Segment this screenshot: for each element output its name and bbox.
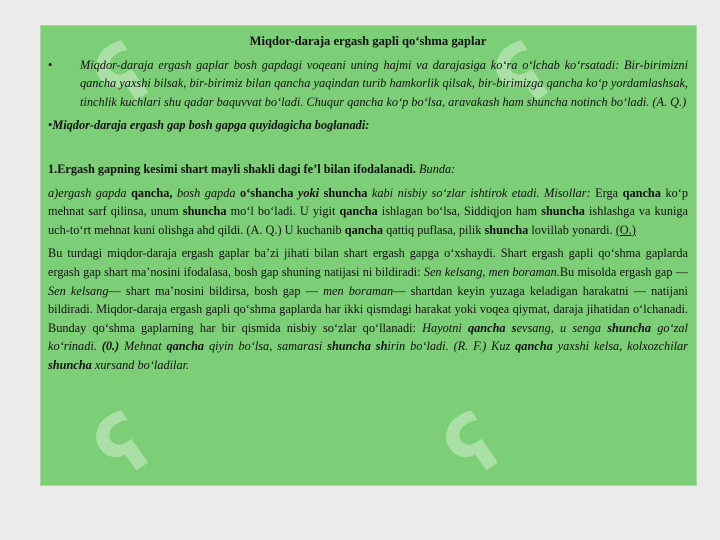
connection-text: Miqdor-daraja ergash gap bosh gapga quyidagicha boglanadi:: [52, 118, 370, 133]
text-run: Bu turdagi miqdor-daraja ergash gaplar ba’zi jihati bilan shart ergash gapga o‘xshaydi. Shart ergash gapli qo‘shma gaplarda ergash gap shart ma’nosini ifodalasa, bosh gap shuning natijasi ni bildiradi:: [48, 246, 688, 279]
slide-content: [48, 32, 688, 380]
keyword: o‘shancha: [240, 185, 294, 200]
keyword: (0.): [101, 339, 120, 354]
bullet: •: [48, 57, 53, 72]
example-text: evsang, u senga: [516, 320, 608, 335]
example-text: Sen kelsang, men boraman.: [423, 264, 560, 279]
keyword: shuncha: [182, 204, 227, 219]
keyword: shuncha: [484, 222, 529, 237]
paragraph-definition: [48, 56, 688, 112]
text-run: Bu misolda ergash gap —: [559, 264, 688, 279]
keyword: yoki: [297, 185, 320, 200]
example-text: yaxshi kelsa, kolxozchilar: [552, 339, 688, 354]
paragraph-rule-a: [48, 184, 688, 240]
text-run: ishlashga va kuniga uch-to‘rt mehnat kuni olishga ahd qildi. (A. Q.) U kuchanib: [48, 204, 688, 237]
watermark-shape: ʕ: [77, 395, 169, 498]
keyword: shuncha sh: [327, 339, 388, 354]
text-run: — shartdan keyin yuzaga keladigan harakatni — natijani bildiradi. Miqdor-daraja ergash gapli qo‘shma gaplarda har ikki qismdagi harakat yoki voqea qiymat, daraja jihatidan o‘lchanadi. Bunday qo‘shma gaplarning har bir qismida nisbiy so‘zlar qo‘llanadi:: [48, 283, 688, 335]
definition-text: Miqdor-daraja ergash gaplar bosh gapdagi voqeani uning hajmi va darajasiga ko‘ra o‘lchab ko‘rsatadi: Bir-birimizni qancha yaxshi bilsak, bir-birimiz bilan qancha yaqindan turib hamkorlik qilsak, bir-birimizga qancha ko‘p yordamlashsak, tinchlik kuchlari shu qadar baquvvat bo‘ladi. Chuqur qancha ko‘p bo‘lsa, aravakash ham shuncha notinch bo‘ladi. (A. Q.): [80, 57, 688, 109]
keyword: shuncha: [541, 204, 585, 219]
example-text: Sen kelsang: [48, 283, 109, 298]
text-run: ko‘p mehnat sarf qilinsa, unum: [48, 185, 689, 219]
keyword: shuncha: [607, 320, 652, 335]
slide-title: Miqdor-daraja ergash gapli qo‘shma gaplar: [249, 34, 487, 48]
keyword: shuncha: [323, 185, 368, 200]
keyword: qancha: [622, 185, 661, 200]
example-text: Mehnat: [119, 339, 167, 354]
rule-heading: 1.Ergash gapning kesimi shart mayli shakli dagi fe’l bilan ifodalanadi.: [48, 161, 416, 176]
keyword: qancha s: [468, 320, 517, 335]
keyword: qancha: [166, 339, 205, 354]
keyword: qancha,: [131, 185, 173, 200]
source-link: (O.): [615, 222, 636, 237]
keyword: shuncha: [48, 357, 92, 372]
example-text: Hayotni: [422, 320, 468, 335]
paragraph-rule-heading: [48, 160, 688, 179]
watermark-shape: ʕ: [427, 395, 519, 498]
bullet: •: [48, 118, 53, 133]
example-text: qiyin bo‘lsa, samarasi: [204, 339, 328, 354]
keyword: qancha: [515, 339, 553, 354]
rule-heading-after: Bunda:: [415, 161, 456, 176]
text-run: qattiq puflasa, pilik: [383, 222, 485, 237]
text-run: mo‘l bo‘ladi. U yigit: [226, 204, 340, 219]
text-run: lovillab yonardi.: [528, 222, 616, 237]
spacer: [48, 140, 688, 160]
text-run: Erga: [590, 185, 623, 200]
example-text: go‘zal ko‘rinadi.: [48, 320, 688, 354]
watermark-shape: ʕ: [77, 25, 169, 128]
watermark-shape: ʕ: [477, 25, 569, 128]
example-text: xursand bo‘ladilar.: [91, 357, 190, 372]
example-text: men boraman: [323, 283, 394, 298]
paragraph-comparison: [48, 244, 688, 374]
example-text: irin bo‘ladi. (R. F.) Kuz: [387, 339, 516, 354]
keyword: qancha: [339, 204, 378, 219]
text-run: — shart ma’nosini bildirsa, bosh gap —: [108, 283, 324, 298]
paragraph-connection: [48, 116, 688, 135]
text-run: a)ergash gapda: [48, 185, 132, 200]
keyword: qancha: [344, 222, 384, 237]
text-run: ishlagan bo‘lsa, Siddiqjon ham: [377, 204, 542, 219]
text-run: kabi nisbiy so‘zlar ishtirok etadi. Misollar:: [367, 185, 591, 200]
text-run: bosh gapda: [172, 185, 241, 200]
